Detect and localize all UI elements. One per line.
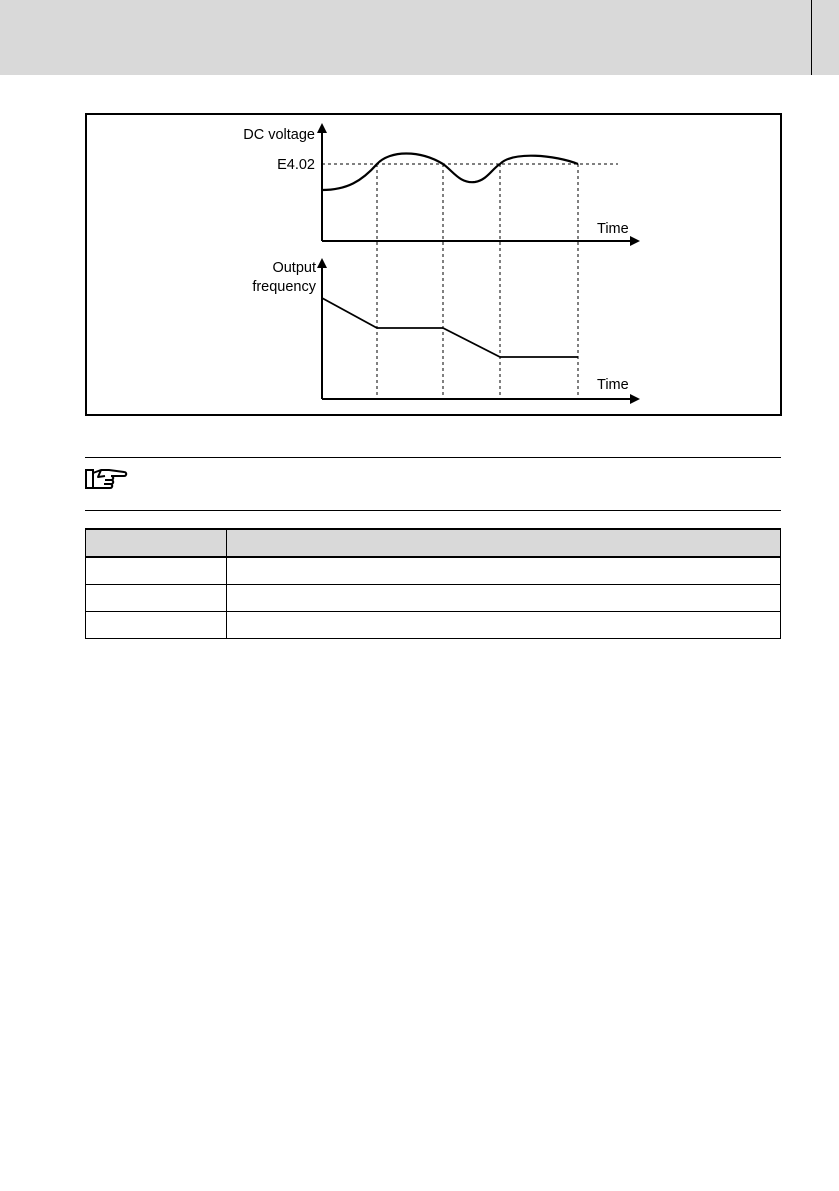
table-cell xyxy=(227,585,781,612)
table-header-row xyxy=(86,529,781,557)
table-row xyxy=(86,557,781,585)
note-bottom-rule xyxy=(85,510,781,511)
output-frequency-label-line2: frequency xyxy=(252,279,316,295)
page-header-band xyxy=(0,0,839,75)
table-cell xyxy=(86,557,227,585)
table-cell xyxy=(227,557,781,585)
time-label-top: Time xyxy=(597,221,629,237)
dc-voltage-curve xyxy=(322,154,578,191)
timing-diagram xyxy=(85,113,782,416)
table-cell xyxy=(227,612,781,639)
table-cell xyxy=(86,612,227,639)
table-row xyxy=(86,585,781,612)
dc-voltage-figure xyxy=(85,113,782,416)
note-top-rule xyxy=(85,457,781,458)
output-frequency-label-line1: Output xyxy=(272,260,316,276)
parameter-table xyxy=(85,528,781,639)
table-header-cell xyxy=(227,529,781,557)
output-frequency-curve xyxy=(322,298,578,357)
header-divider xyxy=(811,0,812,75)
table-row xyxy=(86,612,781,639)
pointing-hand-icon xyxy=(84,466,128,492)
time-label-bottom: Time xyxy=(597,377,629,393)
table-cell xyxy=(86,585,227,612)
threshold-label: E4.02 xyxy=(277,157,315,173)
dc-voltage-label: DC voltage xyxy=(243,127,315,143)
table-header-cell xyxy=(86,529,227,557)
